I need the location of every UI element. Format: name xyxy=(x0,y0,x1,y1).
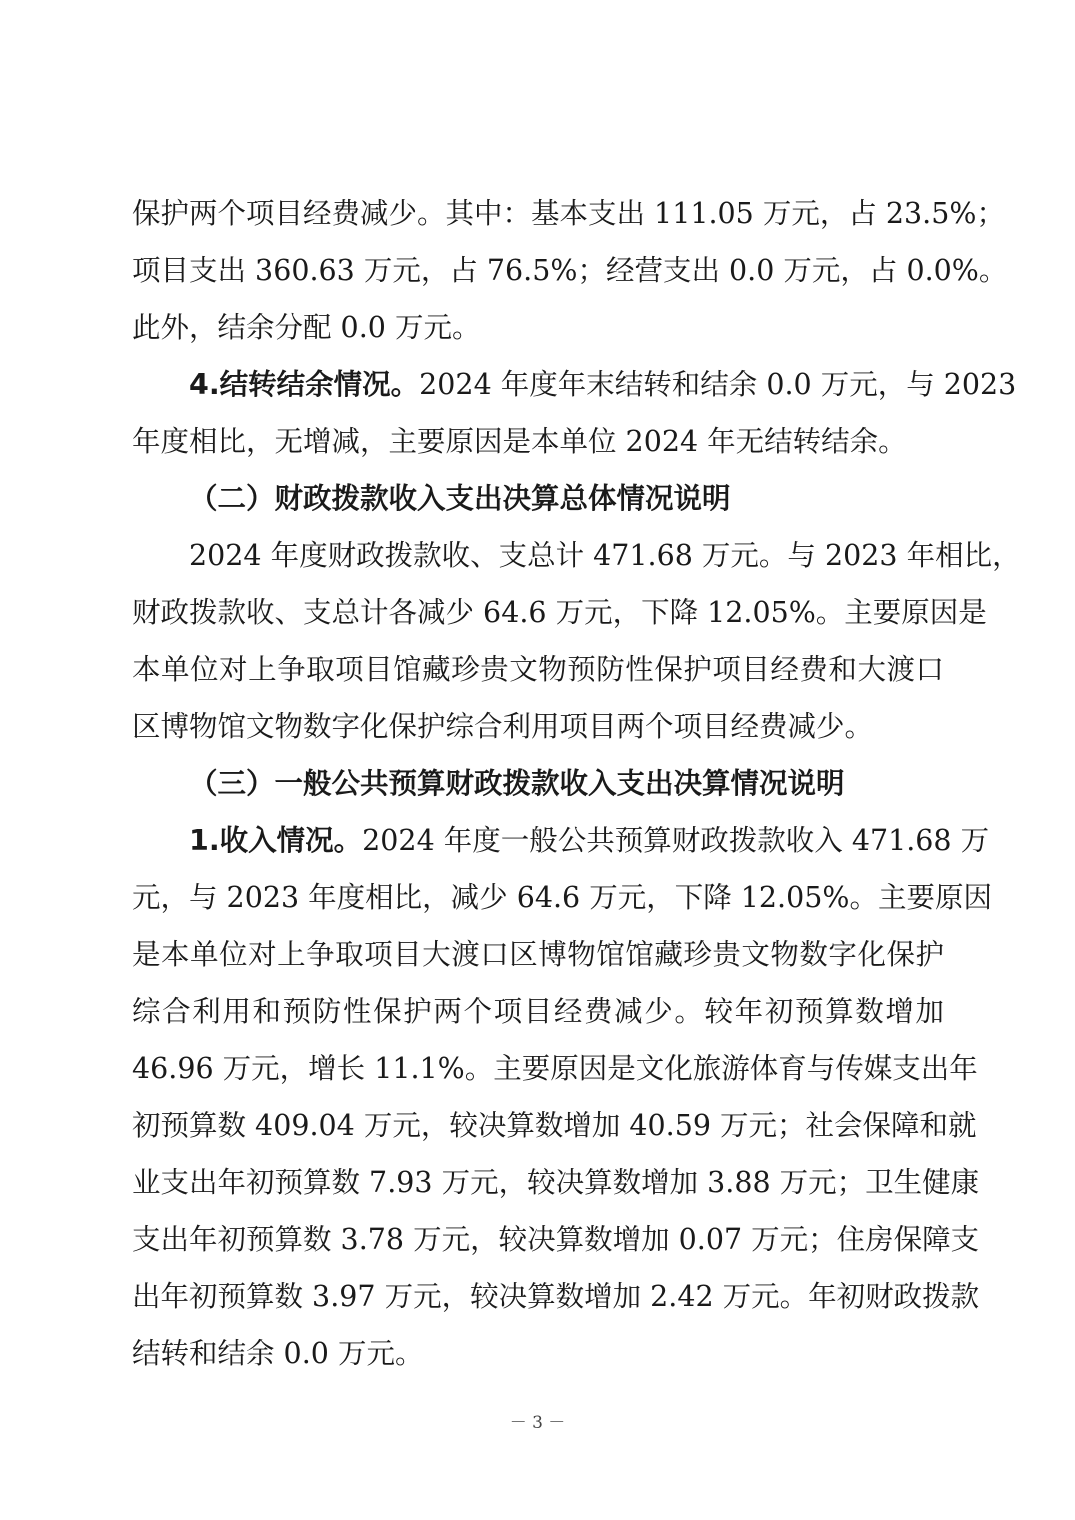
document-body xyxy=(132,185,1021,1382)
text-line: 项目支出 360.63 万元，占 76.5%；经营支出 0.0 万元，占 0.0%。 xyxy=(132,254,1008,287)
text-line: 此外，结余分配 0.0 万元。 xyxy=(132,311,481,344)
section-heading-general-budget: （三）一般公共预算财政拨款收入支出决算情况说明 xyxy=(189,767,845,800)
paragraph-lead-title: 4.结转结余情况。 xyxy=(189,368,420,401)
text-line: 保护两个项目经费减少。其中：基本支出 111.05 万元，占 23.5%； xyxy=(132,197,1005,230)
text-line: 2024 年度财政拨款收、支总计 471.68 万元。与 2023 年相比， xyxy=(189,539,1021,572)
text-line xyxy=(132,356,1017,413)
text-line: 区博物馆文物数字化保护综合利用项目两个项目经费减少。 xyxy=(132,710,874,743)
text-line: 46.96 万元，增长 11.1%。主要原因是文化旅游体育与传媒支出年 xyxy=(132,1052,978,1085)
paragraph-fiscal-overview xyxy=(132,527,1021,755)
text-line: 支出年初预算数 3.78 万元，较决算数增加 0.07 万元；住房保障支 xyxy=(132,1223,980,1256)
page-number: － 3 － xyxy=(509,1413,566,1433)
text-line: 业支出年初预算数 7.93 万元，较决算数增加 3.88 万元；卫生健康 xyxy=(132,1166,980,1199)
text-line: 本单位对上争取项目馆藏珍贵文物预防性保护项目经费和大渡口 xyxy=(132,653,944,686)
paragraph-expenditure-breakdown xyxy=(132,185,1008,356)
text-line: 初预算数 409.04 万元，较决算数增加 40.59 万元；社会保障和就 xyxy=(132,1109,977,1142)
text-line: 年度相比，无增减，主要原因是本单位 2024 年无结转结余。 xyxy=(132,425,907,458)
text-line: 综合利用和预防性保护两个项目经费减少。较年初预算数增加 xyxy=(132,995,944,1028)
paragraph-lead-title: 1.收入情况。 xyxy=(189,824,363,857)
text-line xyxy=(132,812,990,869)
text-line: 财政拨款收、支总计各减少 64.6 万元，下降 12.05%。主要原因是 xyxy=(132,596,987,629)
text-line: 是本单位对上争取项目大渡口区博物馆馆藏珍贵文物数字化保护 xyxy=(132,938,944,971)
paragraph-income-situation xyxy=(132,812,992,1382)
section-heading-fiscal-overview: （二）财政拨款收入支出决算总体情况说明 xyxy=(189,482,731,515)
text-line: 结转和结余 0.0 万元。 xyxy=(132,1337,424,1370)
text-span: 2024 年度一般公共预算财政拨款收入 471.68 万 xyxy=(362,824,990,857)
text-line: 元，与 2023 年度相比，减少 64.6 万元，下降 12.05%。主要原因 xyxy=(132,881,992,914)
text-span: 2024 年度年末结转和结余 0.0 万元，与 2023 xyxy=(419,368,1017,401)
text-line: 出年初预算数 3.97 万元，较决算数增加 2.42 万元。年初财政拨款 xyxy=(132,1280,980,1313)
paragraph-carryover-surplus xyxy=(132,356,1017,470)
